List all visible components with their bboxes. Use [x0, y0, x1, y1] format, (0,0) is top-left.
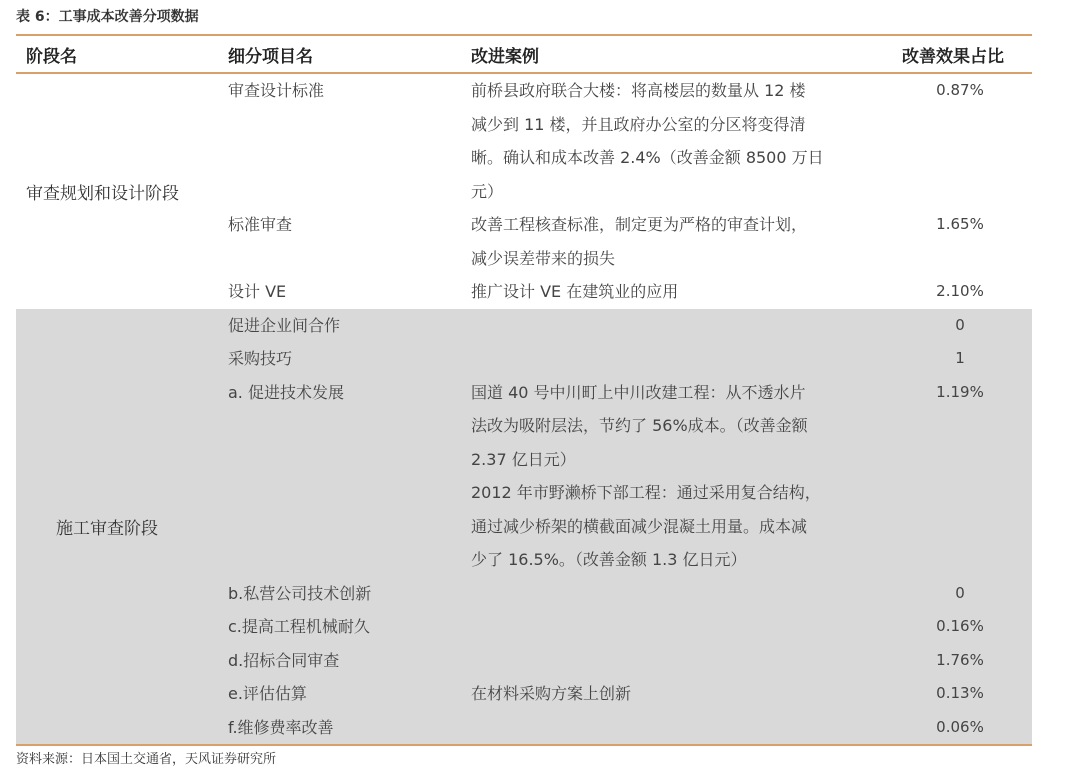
- cost-improvement-table: [16, 34, 1032, 746]
- case-line: 2012 年市野濑桥下部工程：通过采用复合结构，: [471, 483, 821, 502]
- case-line: 少了 16.5%。（改善金额 1.3 亿日元）: [471, 550, 747, 569]
- sub-item: 设计 VE: [228, 282, 287, 301]
- effect-value: 1: [955, 349, 965, 367]
- case-line: 在材料采购方案上创新: [471, 684, 632, 703]
- case-text: [471, 208, 891, 275]
- case-line: 推广设计 VE 在建筑业的应用: [471, 282, 679, 301]
- effect-value: 1.76%: [936, 650, 984, 669]
- stage-group-design: [16, 74, 1032, 309]
- sub-item: 采购技巧: [228, 349, 293, 368]
- case-line: 国道 40 号中川町上中川改建工程：从不透水片: [471, 382, 806, 402]
- effect-value: 0.06%: [936, 717, 984, 736]
- effect-value: 0.16%: [936, 617, 984, 635]
- stage-name: 审查规划和设计阶段: [26, 184, 179, 205]
- table-row: [16, 610, 1032, 644]
- sub-item: c.提高工程机械耐久: [228, 617, 370, 636]
- effect-value: 1.19%: [936, 382, 984, 401]
- header-sub-item: 细分项目名: [228, 47, 313, 67]
- table-row: [16, 342, 1032, 376]
- table-row: [16, 677, 1032, 711]
- case-text: [471, 677, 891, 711]
- sub-item: a. 促进技术发展: [228, 382, 344, 402]
- sub-item: 促进企业间合作: [228, 315, 341, 335]
- case-line: 减少误差带来的损失: [471, 248, 616, 268]
- sub-item: d.招标合同审查: [228, 650, 340, 670]
- table-header: [16, 34, 1032, 74]
- effect-value: 1.65%: [936, 215, 984, 233]
- table-row: [16, 208, 1032, 275]
- header-case: 改进案例: [471, 47, 539, 67]
- table-row: [16, 74, 1032, 208]
- sub-item: f.维修费率改善: [228, 717, 334, 737]
- effect-value: 0: [955, 315, 965, 334]
- header-effect: 改善效果占比: [902, 47, 1004, 67]
- case-text: [471, 376, 891, 577]
- table-row: [16, 644, 1032, 678]
- effect-value: 0.87%: [936, 81, 984, 99]
- header-stage: 阶段名: [26, 47, 77, 67]
- effect-value: 0.13%: [936, 684, 984, 702]
- case-line: 通过减少桥架的横截面减少混凝土用量。成本减: [471, 516, 808, 536]
- case-line: 减少到 11 楼，并且政府办公室的分区将变得清: [471, 114, 806, 134]
- case-text: [471, 74, 891, 208]
- case-line: 前桥县政府联合大楼：将高楼层的数量从 12 楼: [471, 81, 806, 100]
- sub-item: 标准审查: [228, 215, 293, 234]
- sub-item: b.私营公司技术创新: [228, 583, 372, 603]
- table-bottom-rule: [16, 744, 1032, 746]
- case-line: 法改为吸附层法，节约了 56%成本。（改善金额: [471, 416, 808, 435]
- table-row: [16, 376, 1032, 577]
- stage-group-construction: [16, 309, 1032, 745]
- table-row: [16, 275, 1032, 309]
- effect-value: 2.10%: [936, 282, 984, 300]
- table-row: [16, 309, 1032, 343]
- source-note: 资料来源：日本国土交通省，天风证券研究所: [16, 752, 277, 767]
- table-row: [16, 577, 1032, 611]
- case-line: 晰。确认和成本改善 2.4%（改善金额 8500 万日: [471, 148, 824, 167]
- effect-value: 0: [955, 583, 965, 602]
- stage-name: 施工审查阶段: [56, 519, 158, 540]
- case-line: 改善工程核查标准，制定更为严格的审查计划，: [471, 215, 808, 234]
- table-row: [16, 711, 1032, 745]
- sub-item: 审查设计标准: [228, 81, 325, 100]
- case-line: 元）: [471, 181, 504, 201]
- case-line: 2.37 亿日元）: [471, 449, 576, 469]
- table-caption: 表 6：工事成本改善分项数据: [16, 9, 199, 25]
- case-text: [471, 275, 891, 309]
- sub-item: e.评估估算: [228, 684, 307, 703]
